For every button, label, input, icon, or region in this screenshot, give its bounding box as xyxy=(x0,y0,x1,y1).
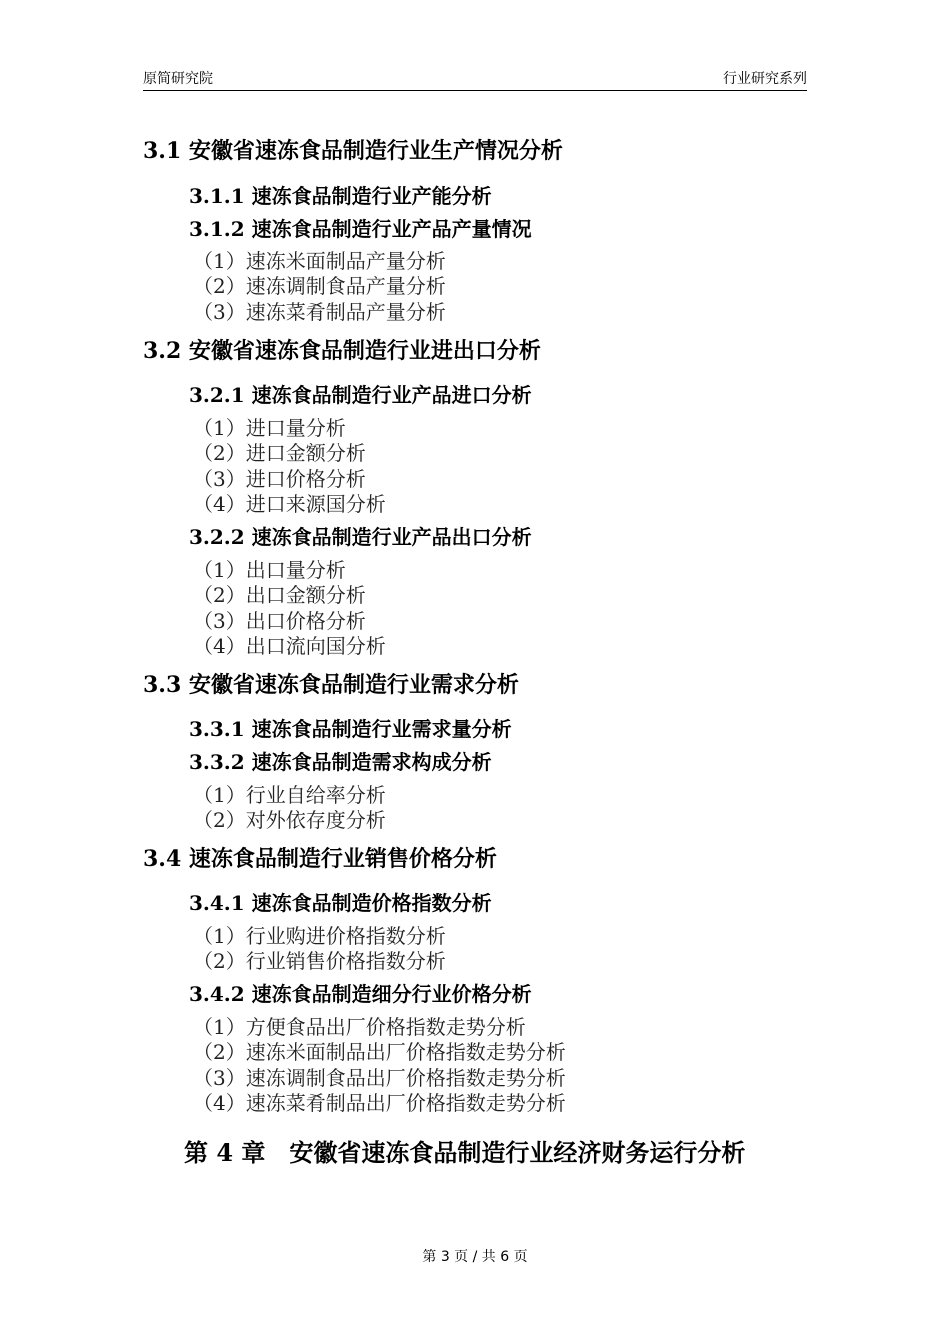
toc-item: （4）进口来源国分析 xyxy=(193,492,386,516)
toc-section-3-4: 3.4 速冻食品制造行业销售价格分析 xyxy=(143,846,497,872)
toc-section-3-2: 3.2 安徽省速冻食品制造行业进出口分析 xyxy=(143,338,541,364)
toc-section-3-1: 3.1 安徽省速冻食品制造行业生产情况分析 xyxy=(143,138,563,164)
toc-item: （3）速冻菜肴制品产量分析 xyxy=(193,300,446,324)
page-header xyxy=(143,68,807,91)
toc-subsection-3-4-2: 3.4.2 速冻食品制造细分行业价格分析 xyxy=(189,982,532,1006)
toc-item: （1）行业购进价格指数分析 xyxy=(193,924,446,948)
toc-chapter-4: 第 4 章 安徽省速冻食品制造行业经济财务运行分析 xyxy=(184,1138,746,1167)
toc-item: （1）出口量分析 xyxy=(193,558,346,582)
toc-section-3-3: 3.3 安徽省速冻食品制造行业需求分析 xyxy=(143,672,519,698)
toc-subsection-3-2-2: 3.2.2 速冻食品制造行业产品出口分析 xyxy=(189,525,532,549)
toc-item: （4）速冻菜肴制品出厂价格指数走势分析 xyxy=(193,1091,566,1115)
toc-subsection-3-3-2: 3.3.2 速冻食品制造需求构成分析 xyxy=(189,750,492,774)
toc-item: （2）速冻调制食品产量分析 xyxy=(193,274,446,298)
header-org-name: 原简研究院 xyxy=(143,71,213,87)
toc-item: （2）行业销售价格指数分析 xyxy=(193,949,446,973)
toc-subsection-3-3-1: 3.3.1 速冻食品制造行业需求量分析 xyxy=(189,717,512,741)
toc-item: （2）出口金额分析 xyxy=(193,583,366,607)
toc-item: （2）对外依存度分析 xyxy=(193,808,386,832)
toc-item: （3）速冻调制食品出厂价格指数走势分析 xyxy=(193,1066,566,1090)
toc-item: （1）行业自给率分析 xyxy=(193,783,386,807)
toc-subsection-3-1-1: 3.1.1 速冻食品制造行业产能分析 xyxy=(189,184,492,208)
toc-subsection-3-4-1: 3.4.1 速冻食品制造价格指数分析 xyxy=(189,891,492,915)
toc-item: （2）速冻米面制品出厂价格指数走势分析 xyxy=(193,1040,566,1064)
toc-item: （1）方便食品出厂价格指数走势分析 xyxy=(193,1015,526,1039)
toc-item: （4）出口流向国分析 xyxy=(193,634,386,658)
toc-subsection-3-1-2: 3.1.2 速冻食品制造行业产品产量情况 xyxy=(189,217,532,241)
toc-item: （1）速冻米面制品产量分析 xyxy=(193,249,446,273)
toc-item: （2）进口金额分析 xyxy=(193,441,366,465)
toc-item: （1）进口量分析 xyxy=(193,416,346,440)
toc-item: （3）进口价格分析 xyxy=(193,467,366,491)
toc-item: （3）出口价格分析 xyxy=(193,609,366,633)
page-footer xyxy=(0,1246,950,1266)
toc-subsection-3-2-1: 3.2.1 速冻食品制造行业产品进口分析 xyxy=(189,383,532,407)
page-number: 第 3 页 / 共 6 页 xyxy=(422,1249,528,1265)
header-series-name: 行业研究系列 xyxy=(723,71,807,87)
